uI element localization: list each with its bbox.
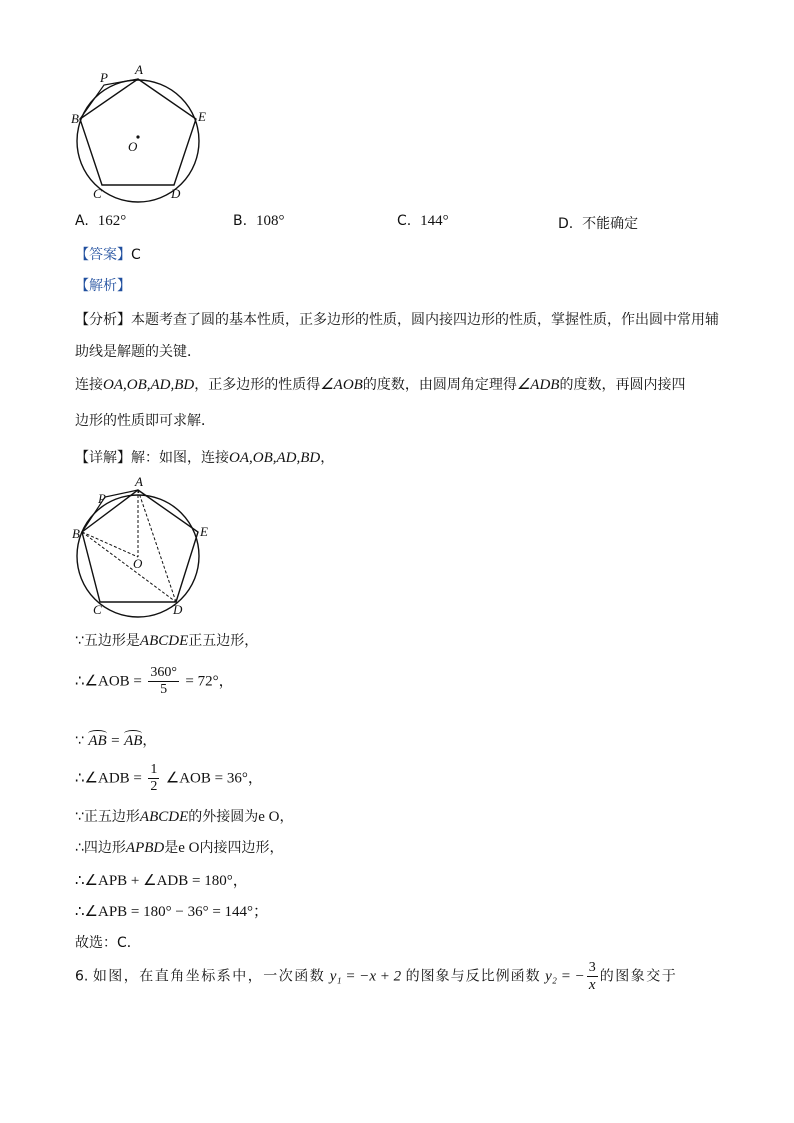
step-7: ∴∠APB + ∠ADB = 180°， — [75, 873, 248, 889]
label-P: P — [98, 491, 106, 506]
label-C: C — [93, 602, 102, 617]
detail-line: 【详解】解：如图，连接OA,OB,AD,BD， — [75, 450, 335, 466]
fenxi-line-2: 助线是解题的关键． — [75, 344, 201, 360]
label-O: O — [133, 556, 143, 571]
fraction-3-over-x: $\frac{3}{x}$ — [588, 960, 596, 993]
step-9-conclusion: 故选：C． — [75, 935, 141, 951]
step-6: ∴四边形APBD是e O内接四边形， — [75, 840, 284, 856]
step-4: ∴∠ADB = $\frac{1}{2}$ ∠AOB = 36°， — [75, 762, 263, 794]
figure-1-regular-pentagon — [60, 60, 220, 210]
option-c: C. 144° — [397, 213, 449, 229]
label-A: A — [135, 62, 143, 77]
fraction-360-over-5: $\frac{360^\circ}{5}$ — [150, 665, 177, 697]
arc-ab: AB — [88, 733, 107, 749]
option-d: D. 不能确定 — [558, 216, 639, 232]
answer-line — [75, 244, 141, 264]
fenxi-line-3: 连接OA,OB,AD,BD，正多边形的性质得∠AOB的度数，由圆周角定理得∠ADB的度数，再圆内接四 — [75, 377, 686, 393]
step-5: ∵正五边形ABCDE的外接圆为e O， — [75, 809, 294, 825]
option-b: B. 108° — [233, 213, 285, 229]
segment-bd — [82, 532, 176, 602]
step-8: ∴∠APB = 180° − 36° = 144°； — [75, 904, 269, 920]
label-O: O — [128, 139, 138, 154]
option-a: A. 162° — [75, 213, 127, 229]
label-B: B — [72, 526, 80, 541]
question-number: 6. — [75, 968, 89, 985]
label-D: D — [171, 186, 181, 201]
label-P: P — [100, 70, 108, 85]
segment-ad — [138, 490, 176, 602]
analysis-heading: 【解析】 — [75, 278, 131, 294]
answer-value: C — [131, 247, 141, 263]
pentagon-abcde — [82, 490, 198, 602]
label-A: A — [135, 475, 143, 489]
label-E: E — [198, 109, 206, 124]
question-6: 6. 如图，在直角坐标系中，一次函数 y₁ = −x + 2 的图象与反比例函数 y₂ = − $\frac{3}{x}$ 的图象交于 — [75, 960, 678, 993]
step-3: ∵ AB = AB， — [75, 733, 157, 749]
fenxi-tag: 【分析】 — [75, 312, 131, 328]
arc-ab: AB — [124, 733, 143, 749]
label-D: D — [173, 602, 183, 617]
answer-tag: 【答案】 — [75, 247, 131, 263]
label-E: E — [200, 524, 208, 539]
fenxi-line-4: 边形的性质即可求解． — [75, 413, 215, 429]
label-B: B — [71, 111, 79, 126]
detail-tag: 【详解】 — [75, 450, 131, 466]
fenxi-line-1: 【分析】本题考查了圆的基本性质，正多边形的性质，圆内接四边形的性质，掌握性质，作出圆中常用辅 — [75, 312, 719, 328]
fraction-1-over-2: $\frac{1}{2}$ — [150, 762, 158, 794]
label-C: C — [93, 186, 102, 201]
step-2: ∴∠AOB = $\frac{360^\circ}{5}$ = 72°， — [75, 665, 234, 697]
step-1: ∵五边形是ABCDE正五边形， — [75, 633, 259, 649]
figure-2-pentagon-with-auxiliary-lines — [60, 475, 220, 625]
